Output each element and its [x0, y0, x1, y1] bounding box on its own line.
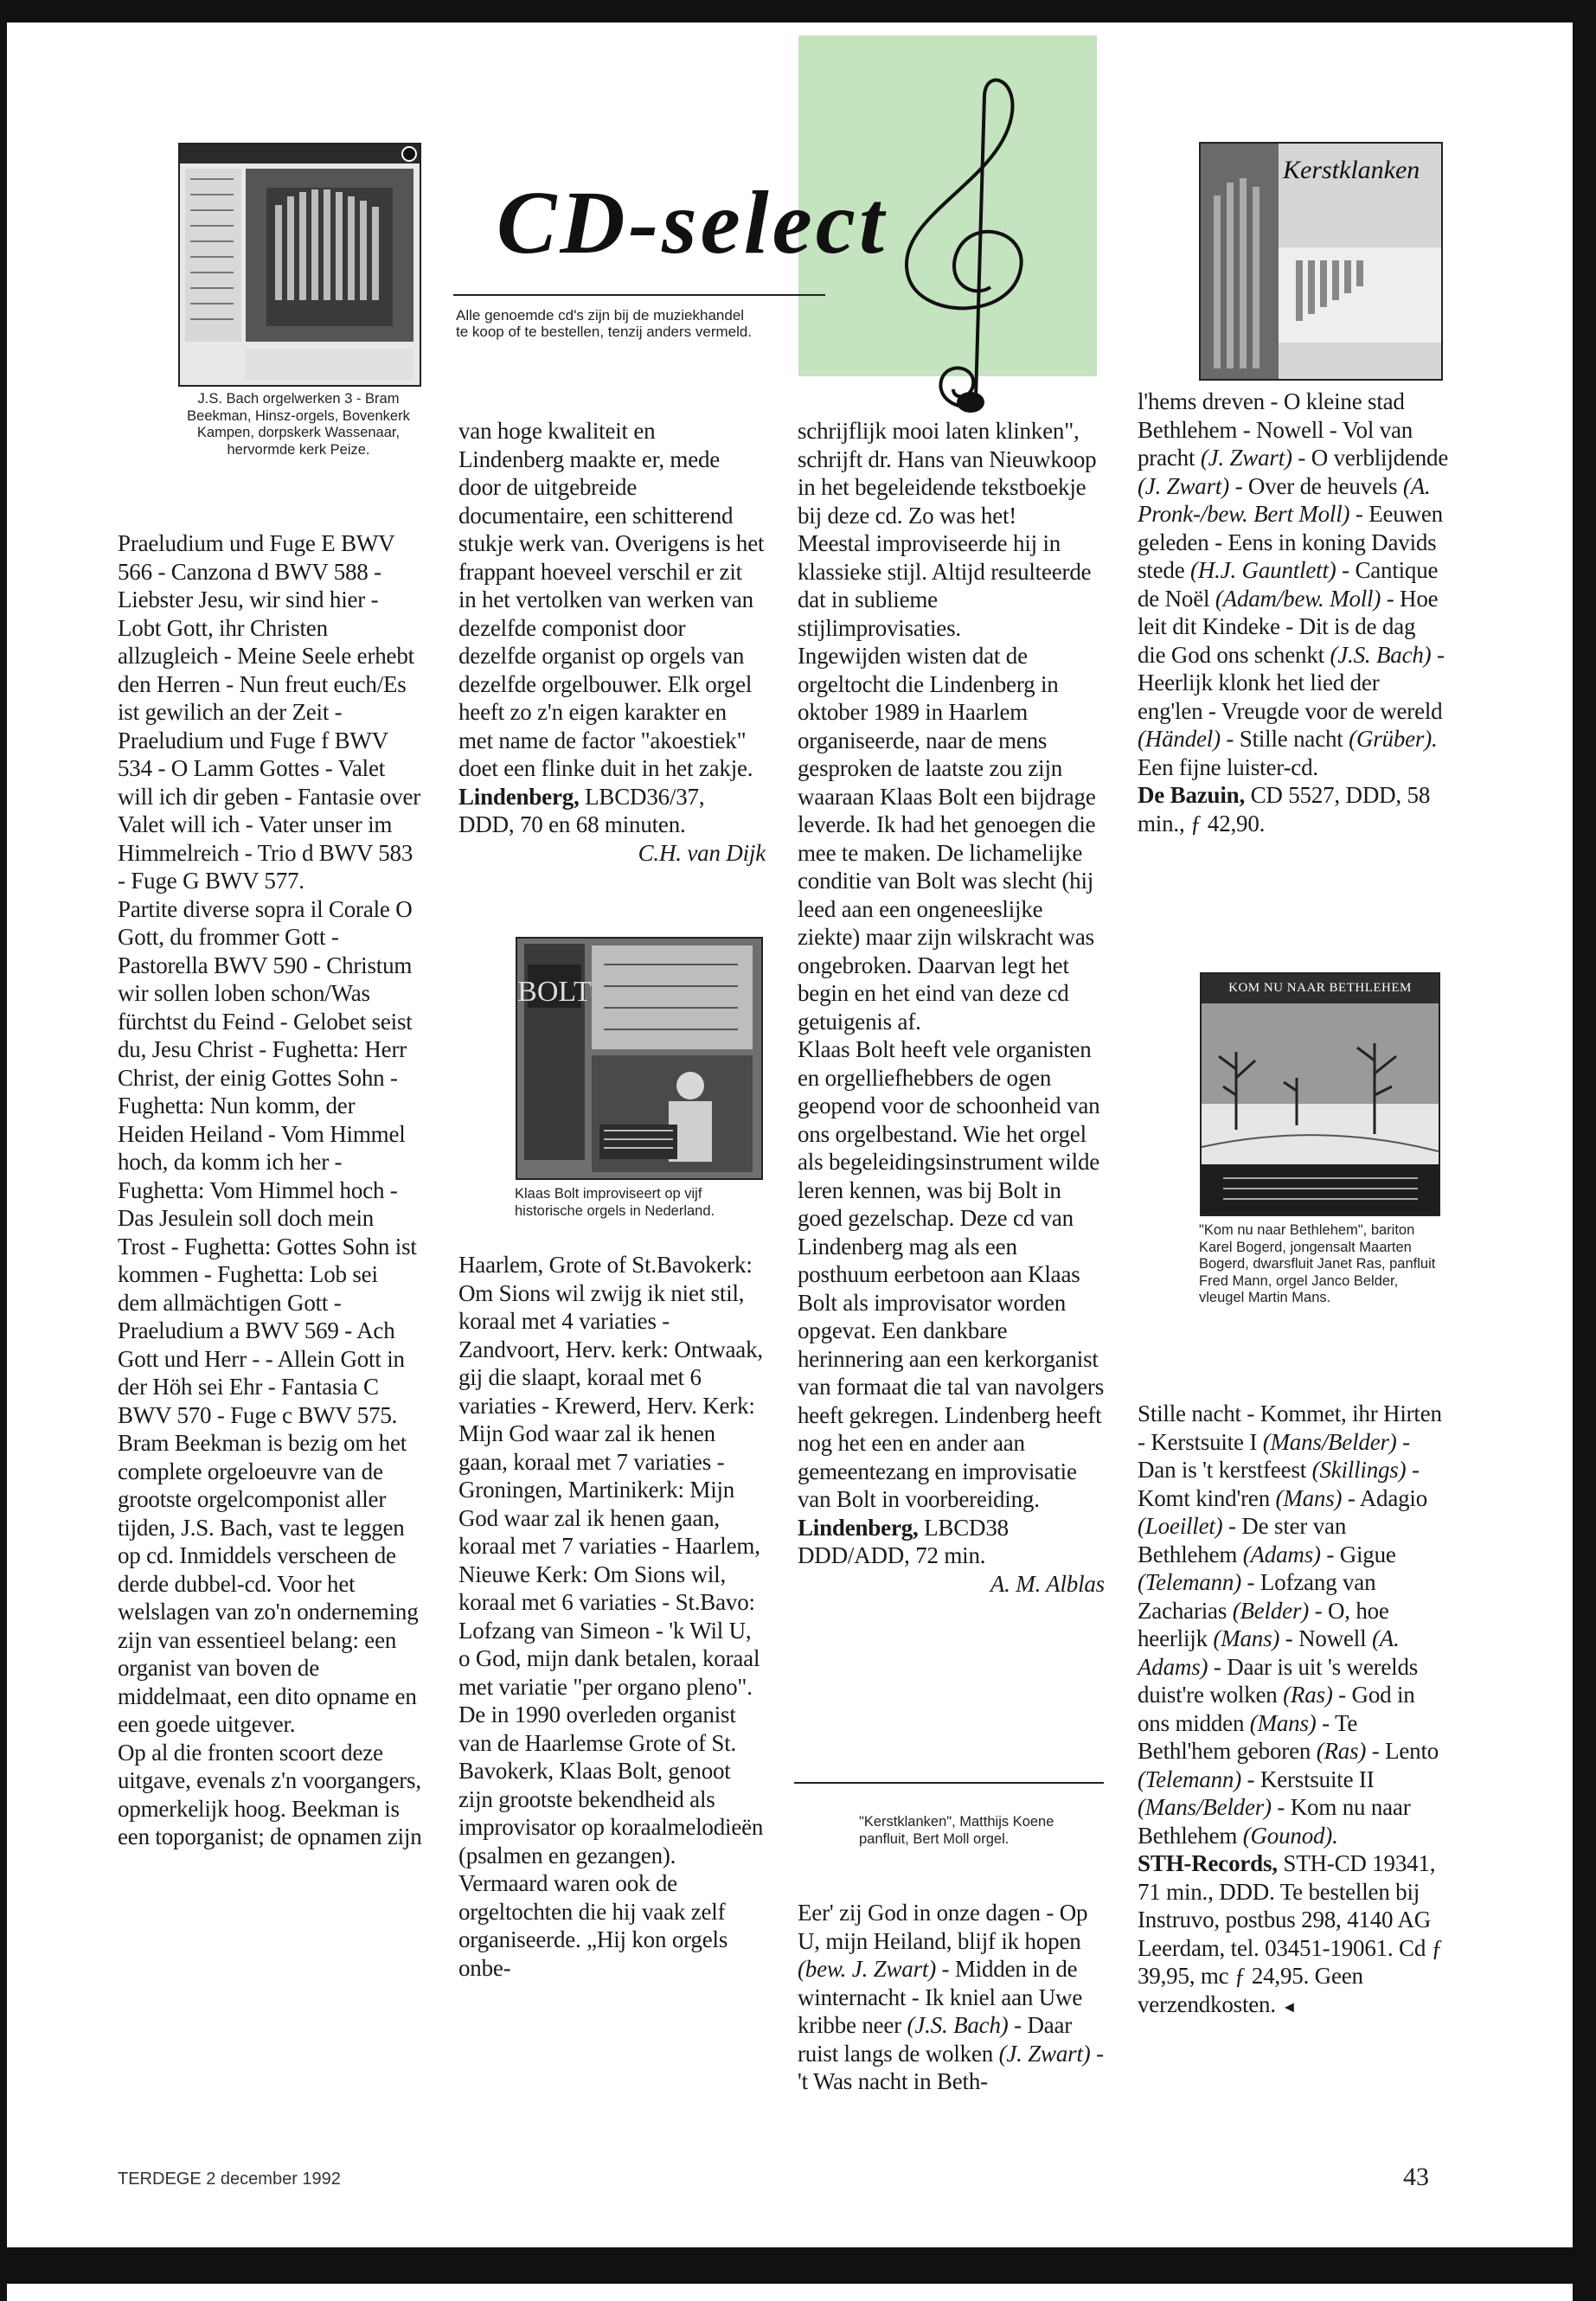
col3-tracklist: Eer' zij God in onze dagen - Op U, mijn Heiland, blijf ik hopen (bew. J. Zwart) - Midden in de winternacht - Ik kniel aan Uwe kribbe neer (J.S. Bach) - Daar ruist langs de wolken (J. Zwart) - 't Was nacht in Beth-: [798, 1900, 1104, 2094]
kerstklanken-cd-cover: [1199, 142, 1443, 381]
col4-tracklist-2: Stille nacht - Kommet, ihr Hirten - Kerstsuite I (Mans/Belder) - Dan is 't kerstfeest (Skillings) - Komt kind'ren (Mans) - Adagio (Loeillet) - De ster van Bethlehem (Adams) - Gigue (Telemann) - Lofzang van Zacharias (Belder) - O, hoe heerlijk (Mans) - Nowell (A. Adams) - Daar is uit 's werelds duist're wolken (Ras) - God in ons midden (Mans) - Te Bethl'hem geboren (Ras) - Lento (Telemann) - Kerstsuite II (Mans/Belder) - Kom nu naar Bethlehem (Gounod).: [1138, 1400, 1442, 1849]
col2-signature: C.H. van Dijk: [638, 839, 766, 866]
column-4-lower: [1138, 1400, 1449, 2021]
col2-review-2: De in 1990 overleden organist van de Haarlemse Grote of St. Bavokerk, Klaas Bolt, genoot zijn grootste bekendheid als improvisator op koraalmelodieën (psalmen en gezangen). Vermaard waren ook de orgeltochten die hij vaak zelf organiseerde. „Hij kon orgels onbe-: [458, 1702, 764, 1981]
col2-review-1: van hoge kwaliteit en Lindenberg maakte er, mede door de uitgebreide documentaire, een schitterend stukje werk van. Overigens is het frappant hoeveel verschil er zit in het vertolken van werken van dezelfde componist door dezelfde organist op orgels van dezelfde orgelbouwer. Elk orgel heeft zo z'n eigen karakter en met name de factor "akoestiek" doet een flinke duit in het zakje.: [458, 418, 765, 781]
col4-label-2: STH-Records,: [1138, 1850, 1278, 1876]
bach-cd-cover-art: [180, 144, 420, 385]
bach-cd-cover: [178, 143, 421, 387]
bolt-cd-cover: [516, 937, 763, 1180]
svg-text:BOLT: BOLT: [517, 976, 592, 1008]
column-1: [118, 529, 422, 1851]
kerstklanken-cover-title: Kerstklanken: [1283, 156, 1420, 184]
bolt-cd-cover-art: [517, 939, 761, 1178]
bethlehem-cover-art: [1202, 974, 1439, 1215]
column-4: [1138, 388, 1449, 837]
column-3-lower: [798, 1899, 1105, 2096]
col1-review-1: Bram Beekman is bezig om het complete orgeloeuvre van de grootste orgelcomponist aller tijden, J.S. Bach, vast te leggen op cd. Inmiddels verscheen de derde dubbel-cd. Voor het welslagen van zo'n onderneming zijn van essentieel belang: een organist van boven de middelmaat, een dito opname en een goede uitgever.: [118, 1430, 419, 1737]
col3-review-4: Klaas Bolt heeft vele organisten en orgelliefhebbers de ogen geopend voor de schoonheid van ons orgelbestand. Wie het orgel als begeleidingsinstrument wilde leren kennen, was bij Bolt in goed gezelschap. Deze cd van Lindenberg mag als een posthuum eerbetoon aan Klaas Bolt als improvisator worden opgevat. Een dankbare herinnering aan een kerkorganist van formaat die tal van navolgers heeft gekregen. Lindenberg heeft nog het een en ander aan gemeentezang en improvisatie van Bolt in voorbereiding.: [798, 1036, 1105, 1512]
page-title: CD-select: [497, 173, 888, 272]
bethlehem-cd-caption: "Kom nu naar Bethlehem", bariton Karel Bogerd, jongensalt Maarten Bogerd, dwarsfluit Janet Ras, panfluit Fred Mann, orgel Janco Belder, vleugel Martin Mans.: [1199, 1222, 1436, 1305]
col2-info: LBCD36/37, DDD, 70 en 68 minuten.: [458, 783, 705, 837]
end-mark-icon: ◄: [1281, 1997, 1298, 2016]
col4-tracklist-1: l'hems dreven - O kleine stad Bethlehem - Nowell - Vol van pracht (J. Zwart) - O verblijdende (J. Zwart) - Over de heuvels (A. Pronk-/bew. Bert Moll) - Eeuwen geleden - Eens in koning Davids stede (H.J. Gauntlett) - Cantique de Noël (Adam/bew. Moll) - Hoe leit dit Kindeke - Dit is de dag die God ons schenkt (J.S. Bach) - Heerlijk klonk het lied der eng'len - Vreugde voor de wereld (Händel) - Stille nacht (Grüber).: [1138, 388, 1449, 752]
treble-clef-icon: [874, 61, 1073, 424]
col4-info: CD 5527, DDD, 58 min., ƒ 42,90.: [1138, 782, 1431, 836]
kerstklanken-caption: "Kerstklanken", Matthijs Koene panfluit, Bert Moll orgel.: [859, 1814, 1054, 1847]
bethlehem-cover-title: KOM NU NAAR BETHLEHEM: [1228, 981, 1412, 995]
page-border-top: [0, 0, 1596, 22]
col1-tracklist-1: Praeludium und Fuge E BWV 566 - Canzona d BWV 588 - Liebster Jesu, wir sind hier - Lobt Gott, ihr Christen allzugleich - Meine Seele erhebt den Herren - Nun freut euch/Es ist gewilich an der Zeit - Praeludium und Fuge f BWV 534 - O Lamm Gottes - Valet will ich dir geben - Fantasie over Valet will ich - Vater unser im Himmelreich - Trio d BWV 583 - Fuge G BWV 577.: [118, 530, 421, 894]
col3-review-1: schrijflijk mooi laten klinken", schrijft dr. Hans van Nieuwkoop in het begeleidende tekstboekje bij deze cd. Zo was het!: [798, 418, 1097, 529]
bolt-cd-caption: Klaas Bolt improviseert op vijf historische orgels in Nederland.: [515, 1186, 715, 1219]
footer-issue: TERDEGE 2 december 1992: [118, 2170, 341, 2189]
col1-tracklist-2: Partite diverse sopra il Corale O Gott, du frommer Gott - Pastorella BWV 590 - Christum wir sollen loben schon/Was fürchtst du Feind - Gelobet seist du, Jesu Christ - Fughetta: Herr Christ, der einig Gottes Sohn - Fughetta: Nun komm, der Heiden Heiland - Vom Himmel hoch, da komm ich her - Fughetta: Vom Himmel hoch - Das Jesulein soll doch mein Trost - Fughetta: Gottes Sohn ist kommen - Fughetta: Lob sei dem allmächtigen Gott - Praeludium a BWV 569 - Ach Gott und Herr - - Allein Gott in der Höh sei Ehr - Fantasia C BWV 570 - Fuge c BWV 575.: [118, 895, 417, 1428]
col4-label: De Bazuin,: [1138, 782, 1246, 808]
col3-review-2: Meestal improviseerde hij in klassieke stijl. Altijd resulteerde dat in sublieme stijlimprovisaties.: [798, 530, 1092, 641]
col3-divider: [794, 1782, 1104, 1784]
column-3: [798, 417, 1105, 1598]
page-border-bottom: [0, 2247, 1596, 2284]
col3-info: LBCD38 DDD/ADD, 72 min.: [798, 1514, 1009, 1568]
col3-label: Lindenberg,: [798, 1514, 919, 1541]
page-number: 43: [1403, 2163, 1429, 2191]
col1-review-2: Op al die fronten scoort deze uitgave, evenals z'n voorgangers, opmerkelijk hoog. Beekman is een toporganist; de opnamen zijn: [118, 1739, 422, 1849]
bethlehem-cd-cover: [1200, 972, 1440, 1216]
header-underline: [453, 294, 825, 296]
col4-info-2: STH-CD 19341, 71 min., DDD. Te bestellen bij Instruvo, postbus 298, 4140 AG Leerdam, tel. 03451-19061. Cd ƒ 39,95, mc ƒ 24,95. Geen verzendkosten.: [1138, 1850, 1443, 2017]
col3-signature: A. M. Alblas: [990, 1570, 1105, 1597]
bach-cd-caption: J.S. Bach orgelwerken 3 - Bram Beekman, Hinsz-orgels, Bovenkerk Kampen, dorpskerk Wassenaar, hervormde kerk Peize.: [187, 391, 410, 458]
col4-review: Een fijne luister-cd.: [1138, 753, 1318, 780]
col3-review-3: Ingewijden wisten dat de orgeltocht die Lindenberg in oktober 1989 in Haarlem organiseerde, naar de mens gesproken de laatste zou zijn waaraan Klaas Bolt een bijdrage leverde. Ik had het genoegen die mee te maken. De lichamelijke conditie van Bolt was slecht (hij leed aan een ongeneeslijke ziekte) maar zijn wilskracht was ongebroken. Daarvan legt het begin en het eind van deze cd getuigenis af.: [798, 643, 1096, 1035]
page-subtitle: Alle genoemde cd's zijn bij de muziekhandel te koop of te bestellen, tenzij anders vermeld.: [456, 307, 753, 340]
col2-label: Lindenberg,: [458, 783, 580, 810]
col2-tracklist: Haarlem, Grote of St.Bavokerk: Om Sions wil zwijg ik niet stil, koraal met 4 variaties - Zandvoort, Herv. kerk: Ontwaak, gij die slaapt, koraal met 6 variaties - Krewerd, Herv. Kerk: Mijn God waar zal ik henen gaan, koraal met 7 variaties - Groningen, Martinikerk: Mijn God waar zal ik henen gaan, koraal met 7 variaties - Haarlem, Nieuwe Kerk: Om Sions wil, koraal met 6 variaties - St.Bavo: Lofzang van Simeon - 'k Wil U, o God, mijn dank betalen, koraal met variatie "per organo pleno".: [458, 1252, 763, 1700]
column-2-lower: [458, 1251, 766, 1982]
column-2: [458, 417, 766, 867]
page-border-right: [1573, 0, 1596, 2301]
page-border-left: [0, 0, 7, 2301]
